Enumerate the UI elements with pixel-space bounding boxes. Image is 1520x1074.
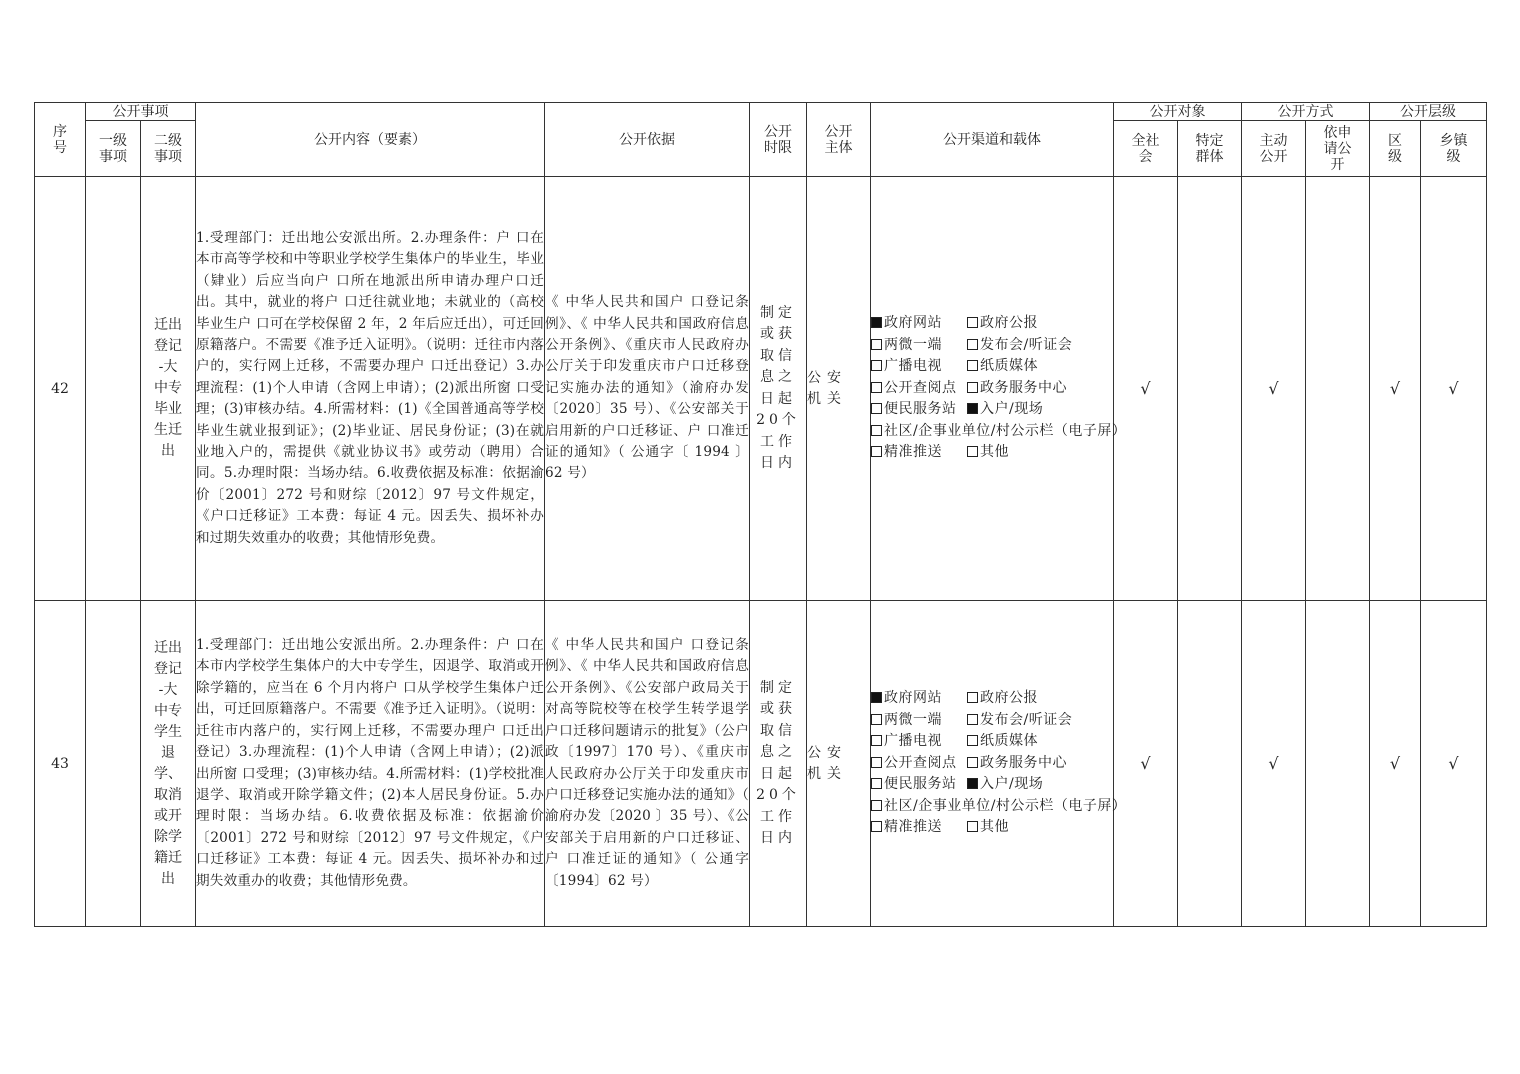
header-level: 公开层级 [1370, 103, 1487, 121]
unchecked-box-icon [967, 735, 978, 746]
channel-label: 入户/现场 [980, 401, 1044, 418]
header-audience-all: 全社 会 [1114, 121, 1178, 177]
unchecked-box-icon [871, 778, 882, 789]
channel-line [871, 356, 1113, 378]
channel-line [871, 378, 1113, 400]
header-channels: 公开渠道和载体 [871, 103, 1114, 177]
channel-label: 便民服务站 [884, 401, 957, 418]
channel-label: 公开查阅点 [884, 754, 957, 771]
header-level1: 一级 事项 [86, 121, 141, 177]
header-public-items: 公开事项 [86, 103, 196, 121]
row-method-active: √ [1242, 177, 1306, 601]
row-level-township: √ [1421, 601, 1487, 927]
unchecked-box-icon [871, 714, 882, 725]
channel-option [967, 688, 1038, 710]
channel-line [871, 421, 1127, 443]
unchecked-box-icon [871, 425, 882, 436]
row-level-township: √ [1421, 177, 1487, 601]
channel-option [871, 688, 967, 710]
channel-option [967, 378, 1067, 400]
header-basis: 公开依据 [545, 103, 750, 177]
channel-option [871, 356, 967, 378]
channel-label: 两微一端 [884, 711, 942, 728]
unchecked-box-icon [967, 714, 978, 725]
channel-option [967, 817, 1009, 839]
channel-option [871, 399, 967, 421]
channel-label: 发布会/听证会 [980, 336, 1073, 353]
channel-label: 政务服务中心 [980, 379, 1067, 396]
channel-label: 广播电视 [884, 358, 942, 375]
unchecked-box-icon [967, 692, 978, 703]
row-audience-all: √ [1114, 177, 1178, 601]
unchecked-box-icon [967, 360, 978, 371]
channel-label: 政府网站 [884, 315, 942, 332]
row-basis: 《 中华人民共和国户 口登记条例》、《 中华人民共和国政府信息公开条例》、《公安部户政局关于对高等院校等在校学生转学退学户口迁移问题请示的批复》（公户政〔1997〕170 号）、《重庆市人民政府办公厅关于印发重庆市户口迁移登记实施办法的通知》（ 渝府办发〔2020 〕35 号）、《公安部关于启用新的户口迁移证、户 口准迁证的通知》（ 公通字〔1994〕62 号） [545, 601, 750, 927]
channel-option [967, 753, 1067, 775]
channel-label: 纸质媒体 [980, 358, 1038, 375]
channel-label: 社区/企事业单位/村公示栏（电子屏） [884, 797, 1127, 814]
channel-line [871, 335, 1113, 357]
checked-box-icon [871, 317, 882, 328]
unchecked-box-icon [871, 403, 882, 414]
channel-label: 其他 [980, 819, 1009, 836]
channel-line [871, 731, 1113, 753]
row-method-apply [1306, 601, 1370, 927]
row-subject: 公安 机关 [807, 177, 871, 601]
row-time-limit: 制定 或获 取信 息之 日起 20个 工作 日内 [750, 601, 807, 927]
channel-option [967, 710, 1072, 732]
channel-label: 两微一端 [884, 336, 942, 353]
channel-option [871, 731, 967, 753]
row-seq: 42 [35, 177, 86, 601]
channel-option [871, 817, 967, 839]
unchecked-box-icon [967, 446, 978, 457]
header-level-district: 区 级 [1370, 121, 1421, 177]
unchecked-box-icon [967, 317, 978, 328]
header-subject: 公开 主体 [807, 103, 871, 177]
row-level1 [86, 601, 141, 927]
checked-box-icon [967, 778, 978, 789]
header-audience: 公开对象 [1114, 103, 1242, 121]
unchecked-box-icon [967, 382, 978, 393]
unchecked-box-icon [871, 800, 882, 811]
channel-option [967, 335, 1072, 357]
channel-label: 社区/企事业单位/村公示栏（电子屏） [884, 422, 1127, 439]
row-basis: 《 中华人民共和国户 口登记条例》、《 中华人民共和国政府信息公开条例》、《重庆市人民政府办公厅关于印发重庆市户口迁移登记实施办法的通知》（渝府办发〔2020〕35 号）、《公安部关于启用新的户口迁移证、户 口准迁证的通知》（ 公通字〔 1994 〕62 号） [545, 177, 750, 601]
row-level-district: √ [1370, 601, 1421, 927]
header-time-limit: 公开 时限 [750, 103, 807, 177]
channel-option [967, 399, 1043, 421]
channel-option [871, 378, 967, 400]
row-content: 1.受理部门：迁出地公安派出所。2.办理条件：户 口在本市内学校学生集体户的大中专学生，因退学、取消或开除学籍的，应当在 6 个月内将户 口从学校学生集体户迁出，可迁回原籍落户。不需要《准予迁入证明》。（说明：迁往市内落户的，实行网上迁移，不需要办理户 口迁出登记）3.办理流程：(1)个人申请（含网上申请）；(2)派出所窗 口受理；(3)审核办结。4.所需材料：(1)学校批准退学、取消或开除学籍文件；(2)本人居民身份证。5.办理时限：当场办结。6.收费依据及标准：依据渝价〔2001〕272 号和财综〔2012〕97 号文件规定，《户口迁移证》工本费：每证 4 元。因丢失、损坏补办和过期失效重办的收费；其他情形免费。 [196, 601, 545, 927]
channel-option [967, 774, 1043, 796]
unchecked-box-icon [871, 757, 882, 768]
channel-option [871, 753, 967, 775]
channel-line [871, 796, 1127, 818]
channel-label: 公开查阅点 [884, 379, 957, 396]
channel-line [871, 774, 1113, 796]
header-level2: 二级 事项 [141, 121, 196, 177]
row-audience-specific [1178, 177, 1242, 601]
channel-option [871, 335, 967, 357]
channel-label: 政务服务中心 [980, 754, 1067, 771]
channel-label: 发布会/听证会 [980, 711, 1073, 728]
header-method-apply: 依申 请公 开 [1306, 121, 1370, 177]
row-level2: 迁出 登记 -大 中专 学生 退 学、 取消 或开 除学 籍迁 出 [141, 601, 196, 927]
channel-option [871, 774, 967, 796]
row-seq: 43 [35, 601, 86, 927]
header-seq: 序 号 [35, 103, 86, 177]
channel-label: 纸质媒体 [980, 733, 1038, 750]
unchecked-box-icon [871, 360, 882, 371]
channel-option [967, 442, 1009, 464]
header-content: 公开内容（要素） [196, 103, 545, 177]
disclosure-table [34, 102, 1487, 927]
channel-option [871, 313, 967, 335]
row-channels [871, 601, 1127, 927]
unchecked-box-icon [967, 821, 978, 832]
channel-label: 政府公报 [980, 315, 1038, 332]
unchecked-box-icon [871, 821, 882, 832]
header-level-township: 乡镇 级 [1421, 121, 1487, 177]
row-subject: 公安 机关 [807, 601, 871, 927]
row-time-limit: 制定 或获 取信 息之 日起 20个 工作 日内 [750, 177, 807, 601]
row-method-active: √ [1242, 601, 1306, 927]
channel-label: 广播电视 [884, 733, 942, 750]
channel-label: 政府网站 [884, 690, 942, 707]
table-row [35, 601, 1487, 927]
channel-option [967, 731, 1038, 753]
channel-option [967, 356, 1038, 378]
unchecked-box-icon [967, 339, 978, 350]
channel-option [967, 313, 1038, 335]
row-method-apply [1306, 177, 1370, 601]
channel-line [871, 442, 1113, 464]
row-level-district: √ [1370, 177, 1421, 601]
unchecked-box-icon [871, 446, 882, 457]
channel-label: 便民服务站 [884, 776, 957, 793]
row-audience-specific [1178, 601, 1242, 927]
unchecked-box-icon [871, 339, 882, 350]
channel-option [871, 796, 1126, 818]
unchecked-box-icon [871, 382, 882, 393]
channel-line [871, 313, 1113, 335]
channel-label: 精准推送 [884, 444, 942, 461]
checked-box-icon [967, 403, 978, 414]
unchecked-box-icon [871, 735, 882, 746]
channel-label: 入户/现场 [980, 776, 1044, 793]
channel-line [871, 753, 1113, 775]
header-method-active: 主动 公开 [1242, 121, 1306, 177]
channel-line [871, 817, 1113, 839]
row-audience-all: √ [1114, 601, 1178, 927]
row-content: 1.受理部门：迁出地公安派出所。2.办理条件：户 口在本市高等学校和中等职业学校学生集体户的毕业生，毕业（肄业）后应当向户 口所在地派出所申请办理户口迁出。其中，就业的将户 口迁往就业地；未就业的（高校毕业生户 口可在学校保留 2 年，2 年后应迁出），可迁回原籍落户。不需要《准予迁入证明》。（说明：迁往市内落户的，实行网上迁移，不需要办理户 口迁出登记）3.办理流程：(1)个人申请（含网上申请）；(2)派出所窗 口受理；(3)审核办结。4.所需材料：(1)《全国普通高等学校毕业生就业报到证》；(2)毕业证、居民身份证；(3)在就业地入户的，需提供《就业协议书》或劳动（聘用）合同。5.办理时限：当场办结。6.收费依据及标准：依据渝价〔2001〕272 号和财综〔2012〕97 号文件规定，《户口迁移证》工本费：每证 4 元。因丢失、损坏补办和过期失效重办的收费；其他情形免费。 [196, 177, 545, 601]
channel-label: 政府公报 [980, 690, 1038, 707]
unchecked-box-icon [967, 757, 978, 768]
row-level1 [86, 177, 141, 601]
channel-option [871, 710, 967, 732]
channel-label: 其他 [980, 444, 1009, 461]
row-level2: 迁出 登记 -大 中专 毕业 生迁 出 [141, 177, 196, 601]
row-channels [871, 177, 1127, 601]
channel-option [871, 421, 1126, 443]
channel-line [871, 688, 1113, 710]
channel-option [871, 442, 967, 464]
checked-box-icon [871, 692, 882, 703]
table-row [35, 177, 1487, 601]
header-method: 公开方式 [1242, 103, 1370, 121]
channel-label: 精准推送 [884, 819, 942, 836]
channel-line [871, 710, 1113, 732]
channel-line [871, 399, 1113, 421]
header-audience-specific: 特定 群体 [1178, 121, 1242, 177]
